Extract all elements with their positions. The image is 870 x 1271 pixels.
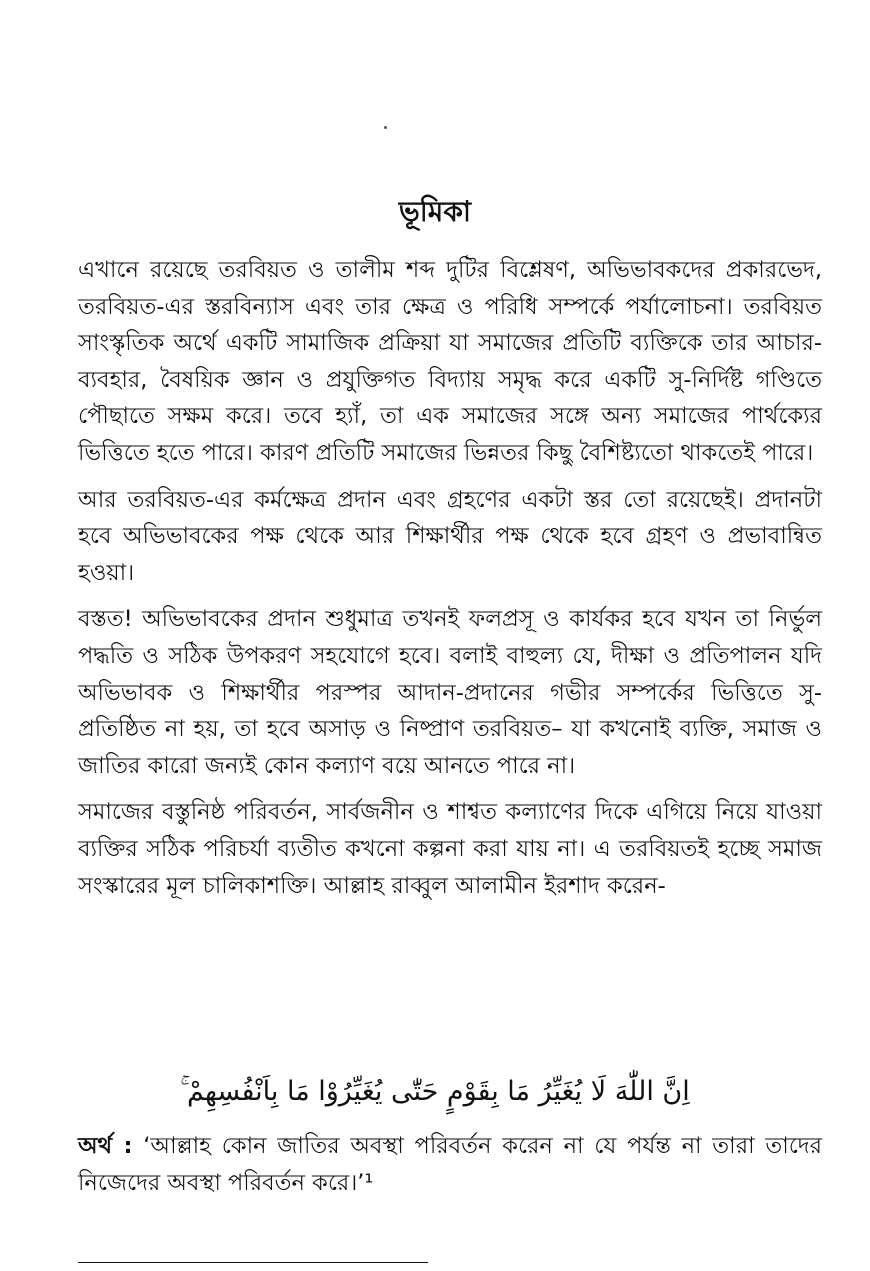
meaning-text: ‘আল্লাহ কোন জাতির অবস্থা পরিবর্তন করেন না যে পর্যন্ত না তারা তাদের নিজেদের অবস্থা পরিবর্তন করে।’¹ bbox=[78, 1133, 822, 1196]
paragraph-3: বস্তত! অভিভাবকের প্রদান শুধুমাত্র তখনই ফলপ্রসূ ও কার্যকর হবে যখন তা নির্ভুল পদ্ধতি ও সঠিক উপকরণ সহযোগে হবে। বলাই বাহুল্য যে, দীক্ষা ও প্রতিপালন যদি অভিভাবক ও শিক্ষার্থীর পরস্পর আদান-প্রদানের গভীর সম্পর্কের ভিত্তিতে সু-প্রতিষ্ঠিত না হয়, তা হবে অসাড় ও নিষ্প্রাণ তরবিয়ত– যা কখনোই ব্যক্তি, সমাজ ও জাতির কারো জন্যই কোন কল্যাণ বয়ে আনতে পারে না। bbox=[78, 606, 822, 779]
footnote-divider bbox=[78, 1262, 428, 1263]
body-text bbox=[78, 252, 822, 914]
paragraph-1: এখানে রয়েছে তরবিয়ত ও তালীম শব্দ দুটির বিশ্লেষণ, অভিভাবকদের প্রকারভেদ, তরবিয়ত-এর স্তরবিন্যাস এবং তার ক্ষেত্র ও পরিধি সম্পর্কে পর্যালোচনা। তরবিয়ত সাংস্কৃতিক অর্থে একটি সামাজিক প্রক্রিয়া যা সমাজের প্রতিটি ব্যক্তিকে তার আচার-ব্যবহার, বৈষয়িক জ্ঞান ও প্রযুক্তিগত বিদ্যায় সমৃদ্ধ করে একটি সু-নির্দিষ্ট গণ্ডিতে পৌছাতে সক্ষম করে। তবে হ্যাঁ, তা এক সমাজের সঙ্গে অন্য সমাজের পার্থক্যের ভিত্তিতে হতে পারে। কারণ প্রতিটি সমাজের ভিন্নতর কিছু বৈশিষ্ট্যতো থাকতেই পারে। bbox=[78, 257, 822, 466]
verse-meaning bbox=[78, 1128, 822, 1201]
arabic-verse: اِنَّ اللّٰهَ لَا يُغَيِّرُ مَا بِقَوْمٍ حَتّٰى يُغَيِّرُوْا مَا بِاَنْفُسِهِمْ ۚ bbox=[180, 1076, 690, 1107]
scan-dot bbox=[384, 126, 387, 129]
page-title: ভূমিকা bbox=[398, 195, 472, 228]
meaning-label: অর্থ : bbox=[78, 1133, 133, 1159]
paragraph-4: সমাজের বস্তুনিষ্ঠ পরিবর্তন, সার্বজনীন ও শাশ্বত কল্যাণের দিকে এগিয়ে নিয়ে যাওয়া ব্যক্তির সঠিক পরিচর্যা ব্যতীত কখনো কল্পনা করা যায় না। এ তরবিয়তই হচ্ছে সমাজ সংস্কারের মূল চালিকাশক্তি। আল্লাহ রাব্বুল আলামীন ইরশাদ করেন- bbox=[78, 799, 822, 899]
paragraph-2: আর তরবিয়ত-এর কর্মক্ষেত্র প্রদান এবং গ্রহণের একটা স্তর তো রয়েছেই। প্রদানটা হবে অভিভাবকের পক্ষ থেকে আর শিক্ষার্থীর পক্ষ থেকে হবে গ্রহণ ও প্রভাবান্বিত হওয়া। bbox=[78, 486, 822, 586]
